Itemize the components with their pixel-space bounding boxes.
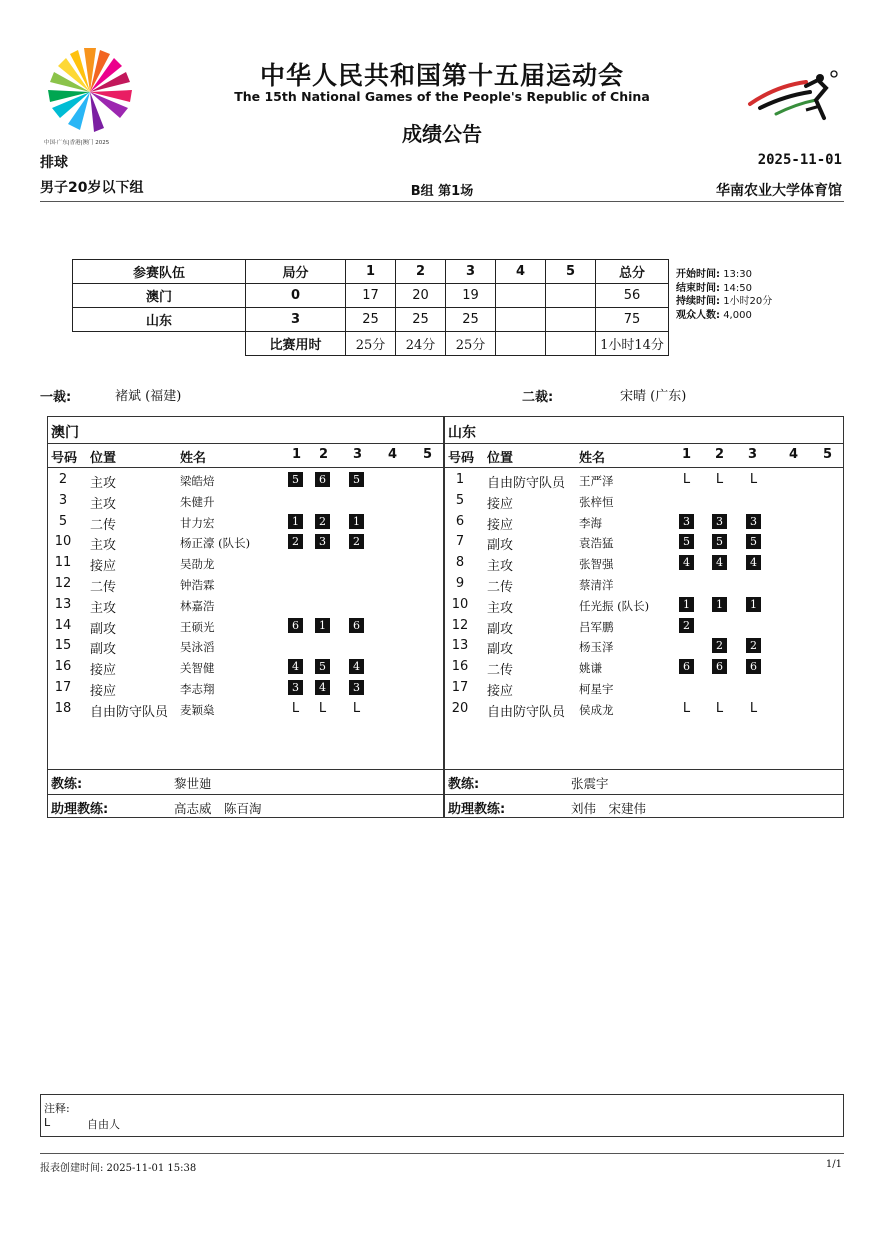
rotation-position: 4 [349,659,364,674]
assistant-names: 刘伟 宋建伟 [571,801,647,816]
player-row [48,615,443,636]
total-score: 56 [596,284,669,308]
rotation-position: 2 [679,618,694,633]
player-number: 6 [455,513,465,529]
sets-won: 3 [246,308,346,332]
player-position: 接应 [90,663,117,679]
set-score: 25 [396,308,446,332]
rotation-position: 2 [746,638,761,653]
rotation-position: 6 [315,472,330,487]
libero-marker: L [318,700,327,716]
title-en: The 15th National Games of the People's Republic of China [234,89,650,104]
col-set3: 3 [353,447,363,462]
rotation-position: 6 [746,659,761,674]
col-set2: 2 [715,447,725,462]
player-row [48,677,443,698]
player-position: 自由防守队员 [487,476,566,491]
score-header-row [73,260,669,284]
player-row [48,511,443,532]
player-number: 15 [54,638,72,654]
player-number: 16 [54,659,72,675]
player-row [48,594,443,615]
player-name: 朱健升 [180,494,215,509]
info-end: 结束时间: 14:50 [676,282,753,294]
team-name: 澳门 [73,284,246,308]
player-name: 钟浩霖 [180,578,215,592]
set-duration: 25分 [346,332,396,356]
player-number: 1 [455,472,465,487]
notes-key: L [44,1116,51,1129]
player-number: 16 [451,659,469,675]
player-name: 李海 [579,515,602,530]
score-col-set2: 2 [396,260,446,284]
rotation-position: 1 [712,597,727,612]
match-label: B组 第1场 [410,184,474,199]
score-table [72,259,669,356]
player-row [445,615,843,636]
rotation-position: 3 [679,514,694,529]
rotation-position: 2 [288,534,303,549]
assistant-row [445,794,843,819]
player-position: 二传 [90,517,117,533]
player-position: 主攻 [487,559,514,575]
player-name: 杨玉泽 [579,640,614,655]
rotation-position: 5 [349,472,364,487]
rotation-position: 1 [679,597,694,612]
player-row [445,552,843,573]
player-position: 自由防守队员 [90,704,169,720]
player-number: 11 [54,555,72,571]
rotation-position: 5 [746,534,761,549]
notes-box [40,1094,844,1137]
second-referee-label: 二裁: [522,390,554,405]
set-duration: 24分 [396,332,446,356]
col-position: 位置 [90,451,117,466]
player-name: 王硕光 [180,619,215,634]
player-name: 姚谦 [579,661,602,676]
logo-caption: 中国·广东|香港|澳门 2025 [44,140,110,146]
venue-label: 华南农业大学体育馆 [716,183,842,199]
roster-shandong [444,416,844,818]
score-col-set3: 3 [446,260,496,284]
col-set4: 4 [789,447,799,462]
player-row [48,573,443,594]
player-row [445,635,843,656]
player-position: 二传 [487,663,514,679]
player-row [48,469,443,490]
player-position: 自由防守队员 [487,704,566,720]
rotation-position: 4 [679,555,694,570]
player-number: 10 [54,534,72,550]
player-row [445,698,843,719]
score-col-sets-won: 局分 [246,260,346,284]
player-number: 8 [455,555,465,571]
libero-marker: L [715,472,724,487]
set-score: 19 [446,284,496,308]
coach-name: 张震宇 [571,776,609,791]
set-duration [496,332,546,356]
rotation-position: 6 [288,618,303,633]
page-number: 1/1 [825,1159,842,1170]
rotation-position: 6 [349,618,364,633]
player-name: 梁皓焙 [180,474,215,488]
libero-marker: L [682,700,691,716]
col-set4: 4 [388,447,398,462]
rotation-position: 1 [746,597,761,612]
player-name: 麦颖燊 [180,702,215,717]
libero-marker: L [682,472,691,487]
libero-marker: L [352,700,361,716]
duration-row [73,332,669,356]
libero-marker: L [291,700,300,716]
duration-label: 比赛用时 [246,332,346,356]
score-col-total: 总分 [596,260,669,284]
libero-marker: L [749,700,758,716]
total-score: 75 [596,308,669,332]
col-number: 号码 [448,451,475,466]
libero-marker: L [715,700,724,716]
info-duration: 持续时间: 1小时20分 [676,296,773,307]
player-name: 任光振 (队长) [579,598,650,613]
first-referee: 褚斌 (福建) [115,389,182,404]
player-position: 接应 [90,559,117,575]
rotation-position: 6 [712,659,727,674]
coach-label: 教练: [51,777,83,792]
report-date: 2025-11-01 [757,152,842,168]
player-name: 林嘉浩 [180,598,215,613]
set-score [496,308,546,332]
score-col-set5: 5 [546,260,596,284]
set-duration [546,332,596,356]
player-position: 副攻 [487,642,514,658]
player-name: 吴泳滔 [180,640,215,655]
player-name: 杨正濠 (队长) [180,536,251,551]
player-number: 17 [451,680,469,695]
rotation-position: 2 [315,514,330,529]
player-row [48,698,443,719]
player-number: 7 [455,534,465,550]
sets-won: 0 [246,284,346,308]
player-row [48,552,443,573]
info-start: 开始时间: 13:30 [676,269,753,280]
assistant-label: 助理教练: [51,802,109,817]
coach-row [445,769,843,794]
player-number: 5 [58,513,68,529]
assistant-names: 高志威 陈百淘 [174,801,262,816]
player-position: 主攻 [90,600,117,616]
player-name: 张梓恒 [579,494,614,509]
first-referee-label: 一裁: [40,390,72,405]
player-number: 10 [451,596,469,612]
libero-marker: L [749,472,758,487]
player-number: 20 [451,700,469,716]
rotation-position: 2 [712,638,727,653]
score-col-team: 参赛队伍 [73,260,246,284]
col-set2: 2 [319,447,329,462]
rotation-position: 1 [315,618,330,633]
col-position: 位置 [487,451,514,466]
rotation-position: 5 [679,534,694,549]
player-name: 袁浩猛 [579,536,614,551]
notes-label: 注释: [44,1102,70,1115]
rotation-position: 1 [288,514,303,529]
match-info [676,268,772,322]
player-position: 二传 [487,580,514,595]
rotation-position: 3 [349,680,364,695]
score-col-set4: 4 [496,260,546,284]
info-audience: 观众人数: 4,000 [676,309,752,321]
set-score: 25 [446,308,496,332]
player-number: 12 [451,617,469,633]
notes-meaning: 自由人 [87,1118,120,1131]
event-label: 男子20岁以下组 [40,180,144,196]
rotation-position: 3 [288,680,303,695]
roster-macau [47,416,444,818]
rotation-position: 4 [746,555,761,570]
player-position: 主攻 [487,600,514,616]
col-set5: 5 [823,447,833,462]
col-set5: 5 [423,447,433,462]
assistant-label: 助理教练: [448,802,506,817]
player-position: 副攻 [487,621,514,637]
player-name: 李志翔 [180,682,215,696]
created-time: 报表创建时间: 2025-11-01 15:38 [40,1163,197,1174]
player-row [445,677,843,698]
set-score [546,308,596,332]
player-position: 接应 [487,496,514,512]
player-row [48,656,443,677]
player-row [48,490,443,511]
player-position: 接应 [487,684,514,699]
player-number: 9 [455,576,465,591]
col-name: 姓名 [579,451,606,466]
player-number: 2 [58,472,68,487]
player-position: 副攻 [487,538,514,554]
player-name: 吴劭龙 [180,557,215,572]
player-position: 副攻 [90,621,117,637]
player-position: 二传 [90,580,117,595]
rotation-position: 5 [712,534,727,549]
player-number: 13 [451,638,469,654]
assistant-row [48,794,443,819]
rotation-position: 5 [288,472,303,487]
player-number: 17 [54,680,72,695]
set-score: 20 [396,284,446,308]
player-row [48,635,443,656]
player-name: 侯成龙 [579,702,614,717]
sport-label: 排球 [40,155,68,171]
rotation-position: 3 [746,514,761,529]
player-number: 13 [54,596,72,612]
rotation-position: 4 [288,659,303,674]
coach-name: 黎世廸 [174,776,212,791]
player-position: 主攻 [90,476,117,491]
set-score [546,284,596,308]
set-score: 25 [346,308,396,332]
rotation-position: 3 [712,514,727,529]
set-score: 17 [346,284,396,308]
set-duration: 25分 [446,332,496,356]
player-row [445,511,843,532]
total-duration: 1小时14分 [596,332,669,356]
rotation-position: 4 [712,555,727,570]
footer-divider [40,1153,844,1154]
player-name: 吕军鹏 [579,619,614,634]
coach-label: 教练: [448,777,480,792]
score-row-macau [73,284,669,308]
player-name: 关智健 [180,661,215,676]
player-number: 18 [54,700,72,716]
player-row [445,490,843,511]
col-set3: 3 [748,447,758,462]
title-cn: 中华人民共和国第十五届运动会 [259,61,624,90]
player-position: 接应 [487,517,514,533]
header-divider [40,201,844,202]
player-number: 3 [58,492,68,508]
col-set1: 1 [292,447,302,462]
player-row [445,573,843,594]
player-name: 蔡清洋 [579,578,614,592]
player-row [445,594,843,615]
player-name: 柯星宇 [579,682,614,696]
player-row [48,531,443,552]
report-title: 成绩公告 [402,122,482,146]
player-name: 甘力宏 [180,515,215,530]
player-position: 接应 [90,684,117,699]
player-name: 王严泽 [579,474,614,488]
set-score [496,284,546,308]
rotation-position: 3 [315,534,330,549]
player-number: 5 [455,492,465,508]
rotation-position: 4 [315,680,330,695]
col-set1: 1 [682,447,692,462]
rotation-position: 2 [349,534,364,549]
second-referee: 宋晴 (广东) [620,389,687,404]
col-number: 号码 [51,451,78,466]
rotation-position: 1 [349,514,364,529]
player-row [445,656,843,677]
player-position: 主攻 [90,538,117,554]
roster-team-name: 山东 [448,425,476,441]
player-name: 张智强 [579,557,614,572]
roster-team-name: 澳门 [51,425,79,441]
volleyball-player-icon [746,66,842,126]
player-position: 主攻 [90,496,117,512]
rotation-position: 5 [315,659,330,674]
col-name: 姓名 [180,451,207,466]
score-row-shandong [73,308,669,332]
player-position: 副攻 [90,642,117,658]
volleyball-emblem [746,66,842,126]
score-col-set1: 1 [346,260,396,284]
team-name: 山东 [73,308,246,332]
player-number: 12 [54,576,72,591]
coach-row [48,769,443,794]
player-number: 14 [54,617,72,633]
rotation-position: 6 [679,659,694,674]
player-row [445,531,843,552]
player-row [445,469,843,490]
